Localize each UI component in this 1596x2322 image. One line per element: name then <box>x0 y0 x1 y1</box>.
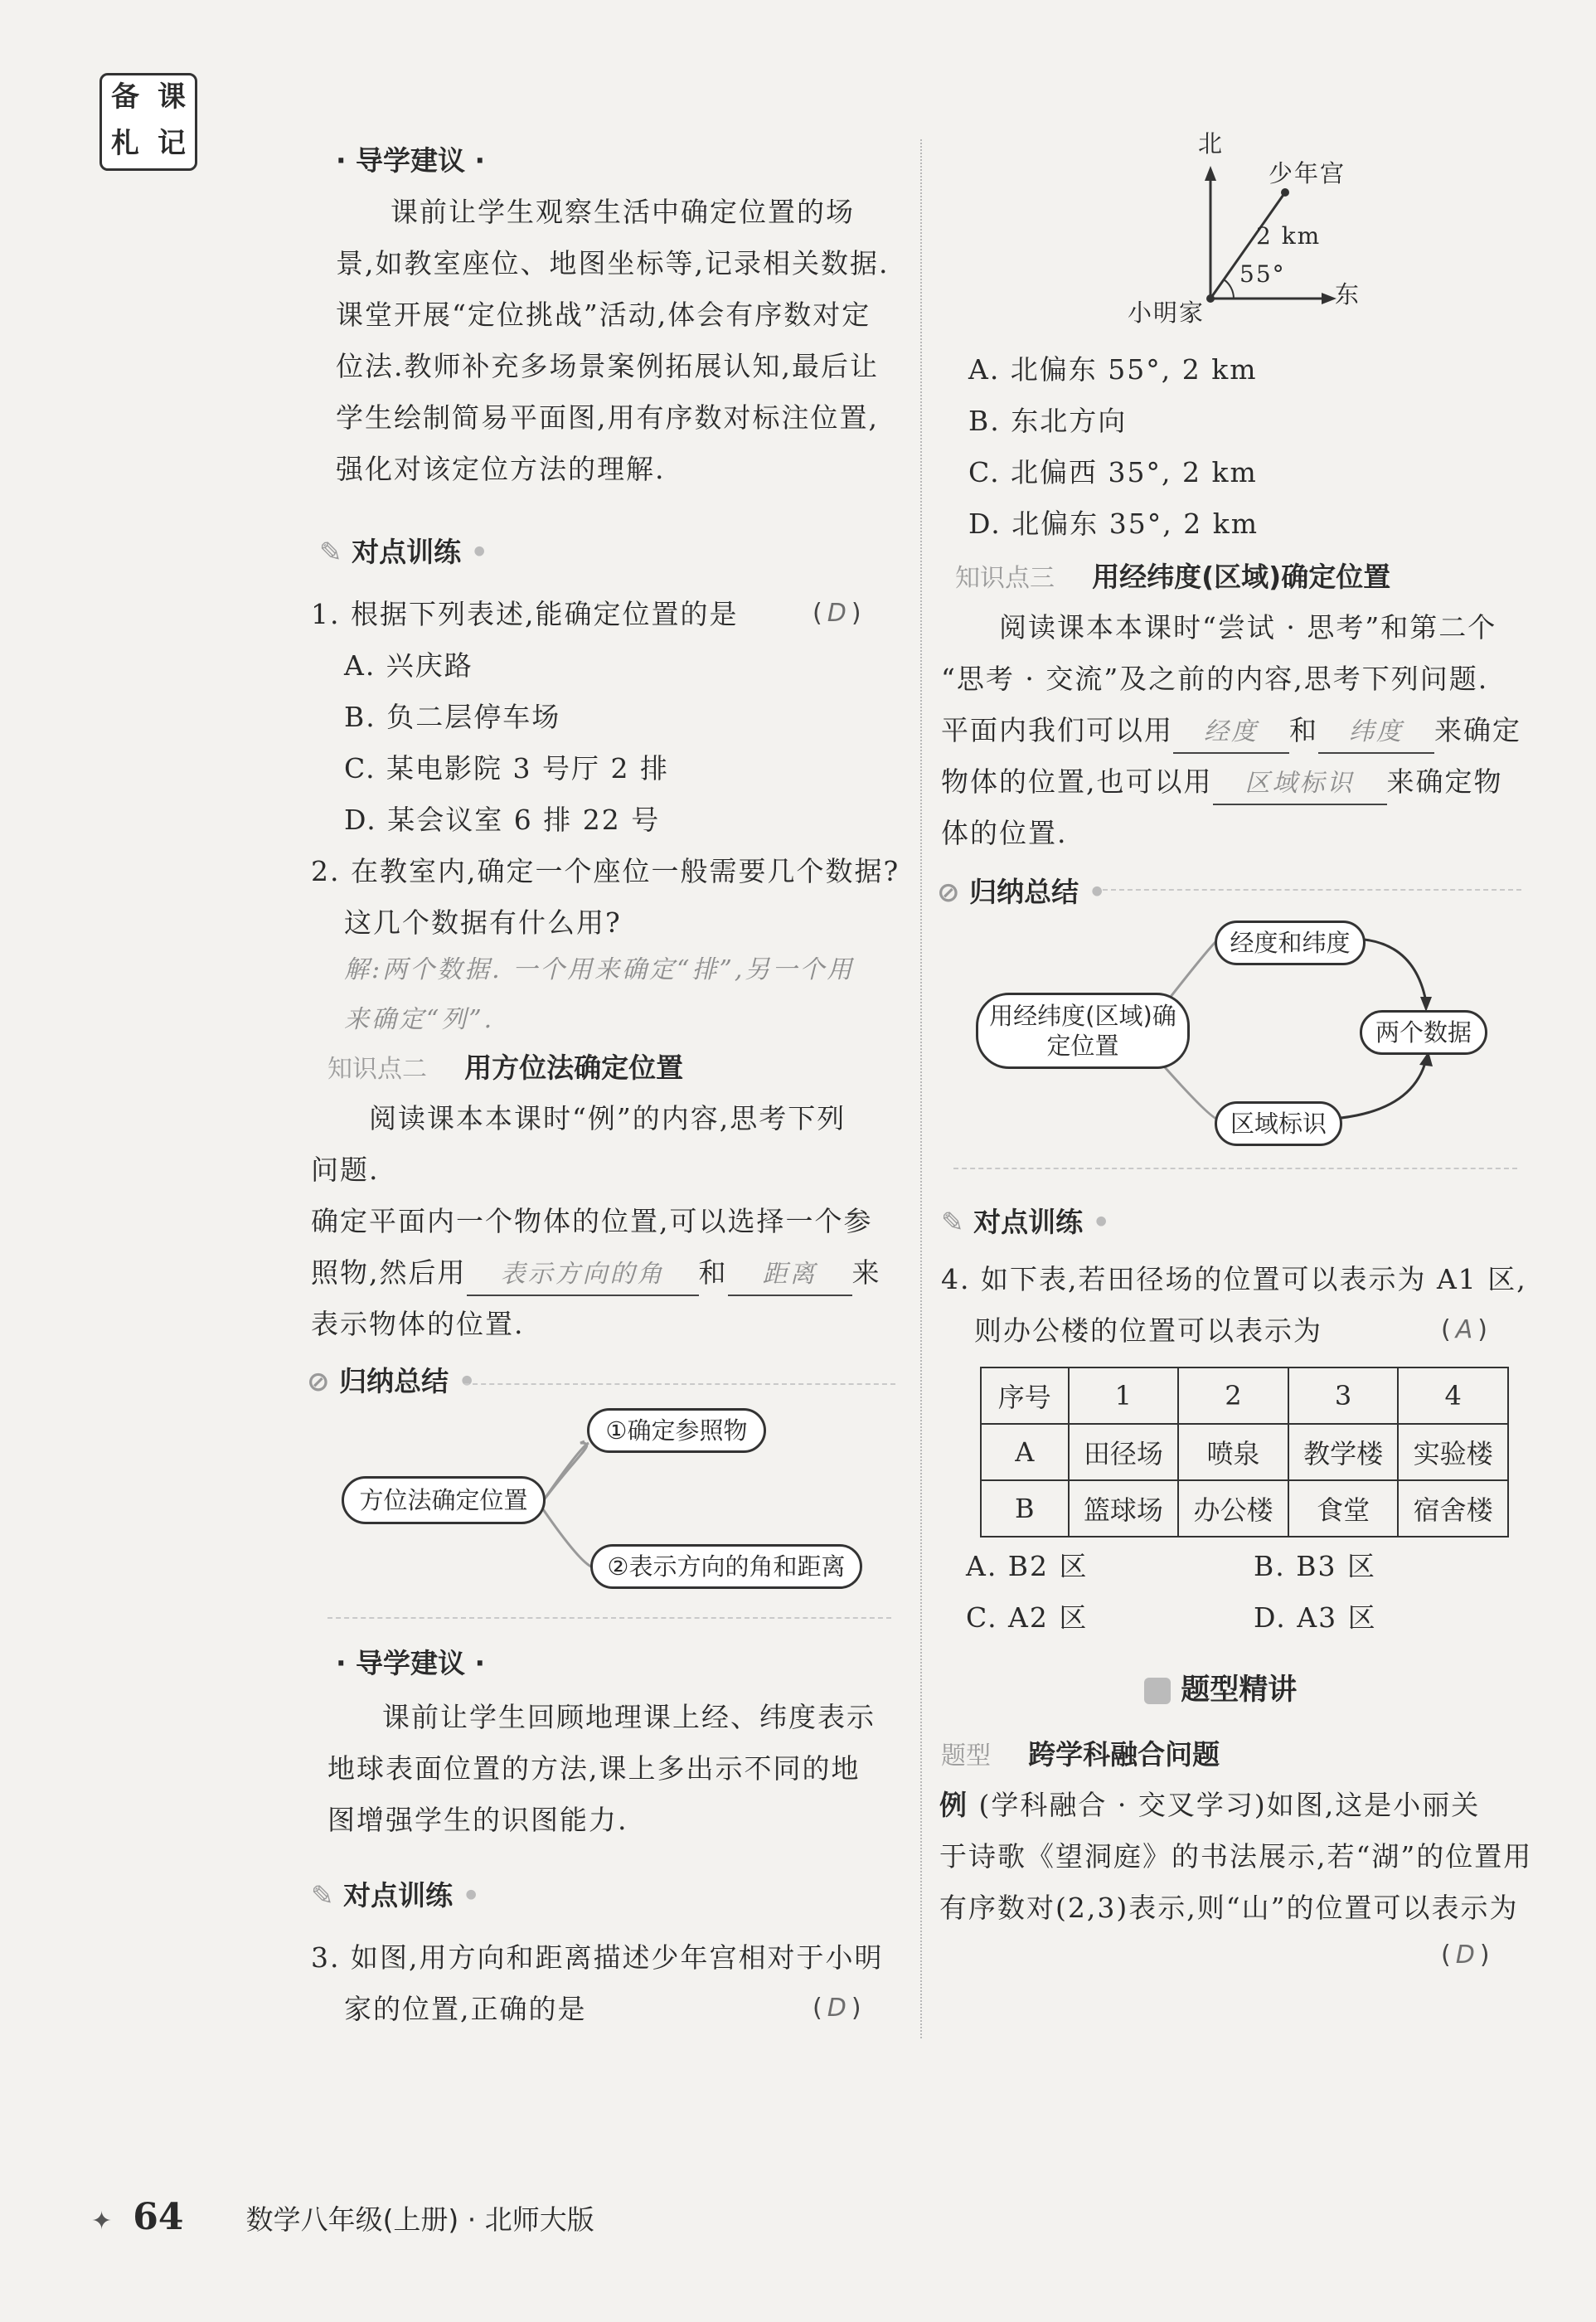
table-cell: 实验楼 <box>1398 1424 1508 1480</box>
training-title: 对点训练 <box>343 1879 454 1912</box>
angle-arc <box>1224 279 1234 299</box>
book-title: 数学八年级(上册) · 北师大版 <box>245 2203 594 2236</box>
guide-paragraph <box>327 1692 876 1846</box>
knowledge-point-3-body <box>941 602 1521 859</box>
question-1-answer: (D) <box>813 599 866 628</box>
footer <box>91 2196 594 2238</box>
question-2-line: 这几个数据有什么用? <box>344 906 622 939</box>
blank-longitude: 经度 <box>1173 712 1289 754</box>
leaf-icon: ⊘ <box>307 1365 330 1397</box>
fill-text: 来确定 <box>1434 714 1521 746</box>
question-2-solution <box>344 945 854 1045</box>
east-label: 东 <box>1335 280 1361 308</box>
option: D. 北偏东 35°, 2 km <box>968 508 1259 540</box>
option: C. 某电影院 3 号厅 2 排 <box>344 752 670 785</box>
fill-line: 确定平面内一个物体的位置,可以选择一个参 <box>311 1205 873 1237</box>
blank-region: 区域标识 <box>1213 764 1387 805</box>
option: B. B3 区 <box>1254 1550 1376 1582</box>
guide-line: 图增强学生的识图能力. <box>327 1804 628 1836</box>
section-header <box>1144 1667 1297 1708</box>
badge-char: 记 <box>158 127 186 160</box>
table-cell: B <box>981 1480 1069 1537</box>
fill-line <box>311 1247 881 1299</box>
question-2-line: 2. 在教室内,确定一个座位一般需要几个数据? <box>311 855 900 887</box>
fill-text: 和 <box>698 1256 728 1289</box>
guide-line: 强化对该定位方法的理解. <box>336 453 666 485</box>
table-cell: 宿舍楼 <box>1398 1480 1508 1537</box>
option: C. A2 区 <box>966 1601 1089 1634</box>
table-cell: 1 <box>1069 1367 1179 1424</box>
option: A. 北偏东 55°, 2 km <box>968 353 1258 386</box>
question-1-stem: 1. 根据下列表述,能确定位置的是 <box>311 598 739 630</box>
solution-line: 解:两个数据. 一个用来确定“排”,另一个用 <box>344 955 855 984</box>
read-line: “思考 · 交流”及之前的内容,思考下列问题. <box>941 663 1489 695</box>
question-type-tag: 题型 <box>941 1742 991 1771</box>
fill-text: 和 <box>1289 714 1318 746</box>
option: B. 东北方向 <box>968 405 1128 437</box>
table-row <box>981 1424 1508 1480</box>
north-label: 北 <box>1198 129 1225 158</box>
dashed-divider <box>327 1617 891 1619</box>
summary2-top-node: 经度和纬度 <box>1215 921 1366 965</box>
table-cell: 食堂 <box>1288 1480 1399 1537</box>
fill-text: 物体的位置,也可以用 <box>941 765 1213 798</box>
question-4-line: 则办公楼的位置可以表示为 <box>974 1314 1322 1347</box>
question-3 <box>311 1932 883 2035</box>
table-cell: 田径场 <box>1069 1424 1179 1480</box>
fill-text: 平面内我们可以用 <box>941 714 1173 746</box>
summary-header: ⊘ 归纳总结 • <box>307 1365 476 1397</box>
badge-char: 课 <box>158 80 186 114</box>
question-type-heading <box>941 1733 1220 1772</box>
training-title: 对点训练 <box>973 1206 1084 1238</box>
table-cell: 序号 <box>981 1367 1069 1424</box>
knowledge-point-tag: 知识点二 <box>327 1055 427 1084</box>
fill-line: 表示物体的位置. <box>311 1308 525 1340</box>
summary-header: ⊘ 归纳总结 • <box>937 876 1106 908</box>
star-decoration-icon: ✦ <box>91 2207 113 2236</box>
north-arrowhead <box>1205 166 1216 181</box>
guide-line: 课前让学生回顾地理课上经、纬度表示 <box>382 1701 876 1733</box>
summary-top-node: ①确定参照物 <box>587 1408 766 1453</box>
dashed-divider <box>464 1383 895 1385</box>
angle-label: 55° <box>1239 260 1286 288</box>
guide-line: 地球表面位置的方法,课上多出示不同的地 <box>327 1752 861 1785</box>
summary-center-node: 方位法确定位置 <box>342 1476 546 1524</box>
table-header-row <box>981 1367 1508 1424</box>
knowledge-point-3-heading <box>955 556 1390 595</box>
guide-line: 景,如教室座位、地图坐标等,记录相关数据. <box>336 247 890 279</box>
blank-latitude: 纬度 <box>1318 712 1434 754</box>
home-label: 小明家 <box>1128 299 1205 327</box>
table-cell: 篮球场 <box>1069 1480 1179 1537</box>
example-line: 于诗歌《望洞庭》的书法展示,若“湖”的位置用 <box>939 1840 1533 1873</box>
pencil-icon: ✎ <box>941 1206 964 1238</box>
question-3-line: 家的位置,正确的是 <box>344 1993 587 2025</box>
guide-line: 学生绘制简易平面图,用有序数对标注位置, <box>336 401 879 434</box>
target-label: 少年宫 <box>1269 159 1346 187</box>
guide-line: 位法.教师补充多场景案例拓展认知,最后让 <box>336 350 879 382</box>
dashed-divider <box>953 1168 1517 1169</box>
table-cell: 3 <box>1288 1367 1399 1424</box>
summary-title: 归纳总结 <box>969 876 1079 908</box>
option: A. B2 区 <box>966 1550 1089 1582</box>
guide-line: 课前让学生观察生活中确定位置的场 <box>391 196 855 228</box>
table-cell: 教学楼 <box>1288 1424 1399 1480</box>
badge-char: 札 <box>111 127 139 160</box>
training-title: 对点训练 <box>352 536 462 568</box>
question-2 <box>311 846 900 949</box>
knowledge-point-2-body <box>311 1093 881 1350</box>
pencil-icon: ✎ <box>319 536 342 568</box>
example-body <box>939 1780 1532 1934</box>
table-cell: A <box>981 1424 1069 1480</box>
question-3-answer: (D) <box>813 1994 866 2023</box>
example-answer: (D) <box>1441 1941 1495 1970</box>
option: C. 北偏西 35°, 2 km <box>968 456 1258 488</box>
summary2-left-node: 用经纬度(区域)确定位置 <box>976 993 1190 1069</box>
question-4-answer: (A) <box>1441 1315 1492 1344</box>
read-line: 阅读课本本课时“尝试 · 思考”和第二个 <box>999 611 1497 644</box>
table-cell: 办公楼 <box>1178 1480 1288 1537</box>
summary-title: 归纳总结 <box>339 1365 449 1397</box>
home-point <box>1206 294 1215 303</box>
training-header: ✎ 对点训练 • <box>941 1206 1110 1238</box>
solution-line: 来确定“列”. <box>344 1005 495 1034</box>
section-icon <box>1144 1678 1171 1704</box>
table-cell: 4 <box>1398 1367 1508 1424</box>
fill-text: 来确定物 <box>1386 765 1503 798</box>
knowledge-point-title: 用经纬度(区域)确定位置 <box>1092 561 1391 593</box>
guide-title: · 导学建议 · <box>336 1647 486 1679</box>
blank-angle: 表示方向的角 <box>467 1255 699 1296</box>
blank-distance: 距离 <box>728 1255 852 1296</box>
example-line: 有序数对(2,3)表示,则“山”的位置可以表示为 <box>939 1892 1519 1924</box>
question-4 <box>941 1254 1527 1357</box>
page-number: 64 <box>133 2196 184 2238</box>
section-title: 题型精讲 <box>1181 1673 1298 1707</box>
lesson-notes-badge <box>99 73 197 171</box>
fill-text: 照物,然后用 <box>311 1256 467 1289</box>
fill-line: 体的位置. <box>941 817 1068 849</box>
target-point <box>1281 188 1289 197</box>
summary2-bottom-node: 区域标识 <box>1215 1101 1342 1146</box>
guide-line: 课堂开展“定位挑战”活动,体会有序数对定 <box>336 299 871 331</box>
example-label: 例 <box>939 1789 968 1821</box>
training-header: ✎ 对点训练 • <box>311 1879 480 1912</box>
pencil-icon: ✎ <box>311 1879 334 1912</box>
option: D. A3 区 <box>1254 1601 1377 1634</box>
fill-text: 来 <box>851 1256 881 1289</box>
badge-char: 备 <box>111 80 139 114</box>
answer-value: A <box>1455 1315 1478 1344</box>
guide-title: · 导学建议 · <box>336 144 486 177</box>
dashed-divider <box>1103 889 1521 891</box>
guide-paragraph <box>336 187 889 495</box>
leaf-icon: ⊘ <box>937 876 960 908</box>
question-4-line: 4. 如下表,若田径场的位置可以表示为 A1 区, <box>941 1263 1527 1295</box>
distance-label: 2 km <box>1256 222 1322 250</box>
example-text: (学科融合 · 交叉学习)如图,这是小丽关 <box>978 1789 1481 1821</box>
option: D. 某会议室 6 排 22 号 <box>344 804 661 836</box>
option: B. 负二层停车场 <box>344 701 561 733</box>
question-3-line: 3. 如图,用方向和距离描述少年宫相对于小明 <box>311 1941 884 1974</box>
fill-line <box>941 756 1521 808</box>
table-row <box>981 1480 1508 1537</box>
question-3-options <box>968 344 1259 550</box>
knowledge-point-2-heading <box>327 1047 683 1086</box>
table-cell: 2 <box>1178 1367 1288 1424</box>
example-line <box>939 1780 1532 1831</box>
location-table <box>980 1367 1509 1537</box>
knowledge-point-title: 用方位法确定位置 <box>464 1052 684 1084</box>
answer-value: D <box>827 1994 851 2023</box>
training-header: ✎ 对点训练 • <box>319 536 488 568</box>
question-1-options <box>344 640 669 846</box>
column-divider <box>920 139 922 2038</box>
summary2-right-node: 两个数据 <box>1360 1010 1487 1055</box>
knowledge-point-tag: 知识点三 <box>955 564 1055 593</box>
read-line: 阅读课本本课时“例”的内容,思考下列 <box>369 1102 847 1134</box>
question-type-title: 跨学科融合问题 <box>1028 1738 1220 1771</box>
answer-value: D <box>827 599 851 628</box>
read-line: 问题. <box>311 1154 380 1186</box>
summary-bottom-node: ②表示方向的角和距离 <box>590 1544 862 1589</box>
table-cell: 喷泉 <box>1178 1424 1288 1480</box>
fill-line <box>941 705 1521 756</box>
answer-value: D <box>1455 1941 1480 1970</box>
option: A. 兴庆路 <box>344 649 473 682</box>
